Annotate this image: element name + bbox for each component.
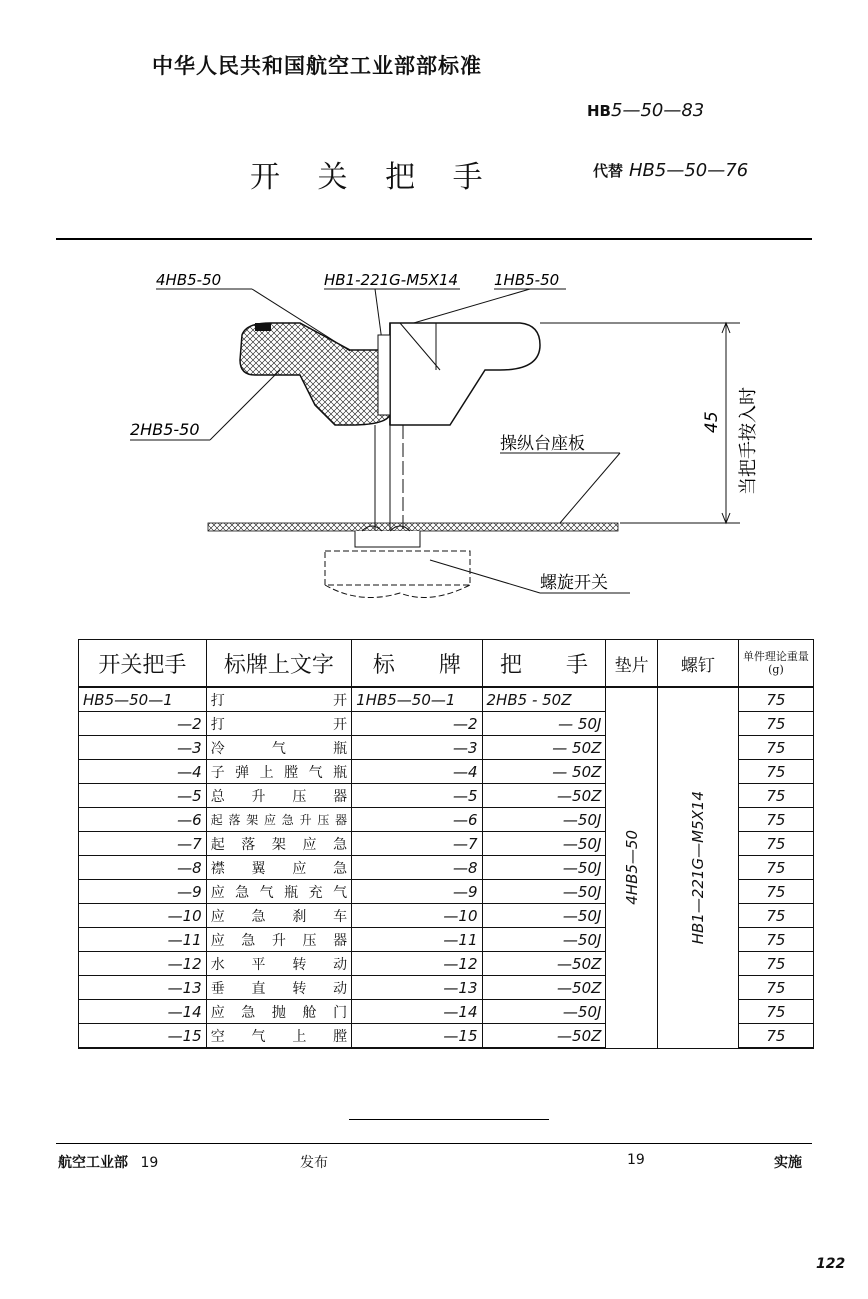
dimension-note: 当把手按入时 (738, 387, 759, 495)
cell: — 50Z (482, 760, 606, 784)
issuing-authority: 中华人民共和国航空工业部部标准 (152, 54, 482, 78)
cell: —2 (352, 712, 482, 736)
replaces-value: HB5—50—76 (629, 160, 749, 181)
cell: 垂直转动 (206, 976, 351, 1000)
page-number: 122 (816, 1256, 846, 1272)
callout-screw: HB1-221G-M5X14 (324, 271, 459, 289)
cell: 75 (738, 808, 813, 832)
col-header: 把 手 (482, 640, 606, 688)
cell: —10 (352, 904, 482, 928)
cell: —13 (352, 976, 482, 1000)
cell: 75 (738, 760, 813, 784)
table-header-row (79, 640, 814, 688)
screw-cell (657, 687, 738, 1048)
assembly-drawing (100, 255, 820, 615)
cell: — 50Z (482, 736, 606, 760)
cell: — 50J (482, 712, 606, 736)
cell: 75 (738, 1000, 813, 1024)
standard-code: 5—50—83 (611, 100, 705, 121)
cell: —50J (482, 1000, 606, 1024)
cell: 1HB5—50—1 (352, 687, 482, 712)
cell: 75 (738, 687, 813, 712)
footer-issued-label: 发布 (300, 1155, 328, 1171)
cell: 打开 (206, 712, 351, 736)
footer-divider (56, 1143, 812, 1144)
cell: —50Z (482, 1024, 606, 1049)
cell: —15 (79, 1024, 207, 1049)
footer-implement-year: 19 (627, 1152, 645, 1168)
cell: 应急抛舱门 (206, 1000, 351, 1024)
cell: —50J (482, 856, 606, 880)
cell: 75 (738, 712, 813, 736)
cell: 75 (738, 784, 813, 808)
cell: —13 (79, 976, 207, 1000)
cell: —8 (352, 856, 482, 880)
replaces-note (593, 160, 748, 181)
cell: HB5—50—1 (79, 687, 207, 712)
cell: 75 (738, 736, 813, 760)
cell: —3 (79, 736, 207, 760)
cell: —6 (79, 808, 207, 832)
table-row (79, 687, 814, 712)
col-header: 垫片 (606, 640, 657, 688)
standard-number (587, 100, 704, 121)
cell: —50J (482, 880, 606, 904)
cell: —6 (352, 808, 482, 832)
cell: 75 (738, 880, 813, 904)
footer-implemented-label: 实施 (774, 1155, 802, 1171)
cell: 打开 (206, 687, 351, 712)
cell: —2 (79, 712, 207, 736)
cell: —9 (79, 880, 207, 904)
cell: —50Z (482, 784, 606, 808)
footer-issuer (58, 1152, 158, 1172)
cell: 应急气瓶充气 (206, 880, 351, 904)
cell: —50Z (482, 976, 606, 1000)
cell: —7 (79, 832, 207, 856)
cell: —50J (482, 808, 606, 832)
cell: —14 (79, 1000, 207, 1024)
cell: —8 (79, 856, 207, 880)
cell: 水平转动 (206, 952, 351, 976)
cell: —7 (352, 832, 482, 856)
cell: —11 (352, 928, 482, 952)
standard-prefix: HB (587, 102, 611, 120)
footer-org: 航空工业部 (58, 1155, 128, 1171)
cell: 75 (738, 856, 813, 880)
cell: —11 (79, 928, 207, 952)
cell: 75 (738, 976, 813, 1000)
cell: 空气上膛 (206, 1024, 351, 1049)
replaces-label: 代替 (593, 162, 624, 180)
cell: 2HB5 - 50Z (482, 687, 606, 712)
cell: 起落架应急升压器 (206, 808, 351, 832)
cell: —9 (352, 880, 482, 904)
cell: 起落架应急 (206, 832, 351, 856)
panel-label: 操纵台座板 (500, 434, 585, 454)
cell: 应急刹车 (206, 904, 351, 928)
cell: 75 (738, 952, 813, 976)
cell: —50Z (482, 952, 606, 976)
cell: 75 (738, 904, 813, 928)
cell: 总升压器 (206, 784, 351, 808)
callout-part2: 2HB5-50 (130, 420, 200, 439)
switch-label: 螺旋开关 (540, 573, 608, 593)
screw-value: HB1—221G—M5X14 (688, 791, 707, 945)
cell: —3 (352, 736, 482, 760)
cell: —50J (482, 928, 606, 952)
cell: 应急升压器 (206, 928, 351, 952)
col-header: 标牌上文字 (206, 640, 351, 688)
col-header: 螺钉 (657, 640, 738, 688)
end-divider (349, 1119, 549, 1120)
cell: 子弹上膛气瓶 (206, 760, 351, 784)
page-title: 开 关 把 手 (250, 160, 497, 195)
col-header: 单件理论重量(g) (738, 640, 813, 688)
cell: 75 (738, 1024, 813, 1049)
washer-value: 4HB5—50 (622, 830, 641, 906)
washer-cell (606, 687, 657, 1048)
cell: 襟翼应急 (206, 856, 351, 880)
col-header: 标 牌 (352, 640, 482, 688)
cell: —14 (352, 1000, 482, 1024)
footer-issue-year: 19 (140, 1155, 159, 1171)
callout-part1: 1HB5-50 (494, 271, 560, 289)
cell: —50J (482, 904, 606, 928)
cell: 冷气瓶 (206, 736, 351, 760)
cell: 75 (738, 928, 813, 952)
cell: —5 (352, 784, 482, 808)
cell: —12 (352, 952, 482, 976)
header-divider (56, 238, 812, 240)
spec-table (78, 639, 814, 1049)
cell: —4 (79, 760, 207, 784)
cell: —10 (79, 904, 207, 928)
callout-part4: 4HB5-50 (156, 271, 222, 289)
dimension-value: 45 (702, 411, 722, 433)
cell: —50J (482, 832, 606, 856)
col-header: 开关把手 (79, 640, 207, 688)
cell: —15 (352, 1024, 482, 1049)
cell: —12 (79, 952, 207, 976)
cell: —5 (79, 784, 207, 808)
cell: —4 (352, 760, 482, 784)
cell: 75 (738, 832, 813, 856)
